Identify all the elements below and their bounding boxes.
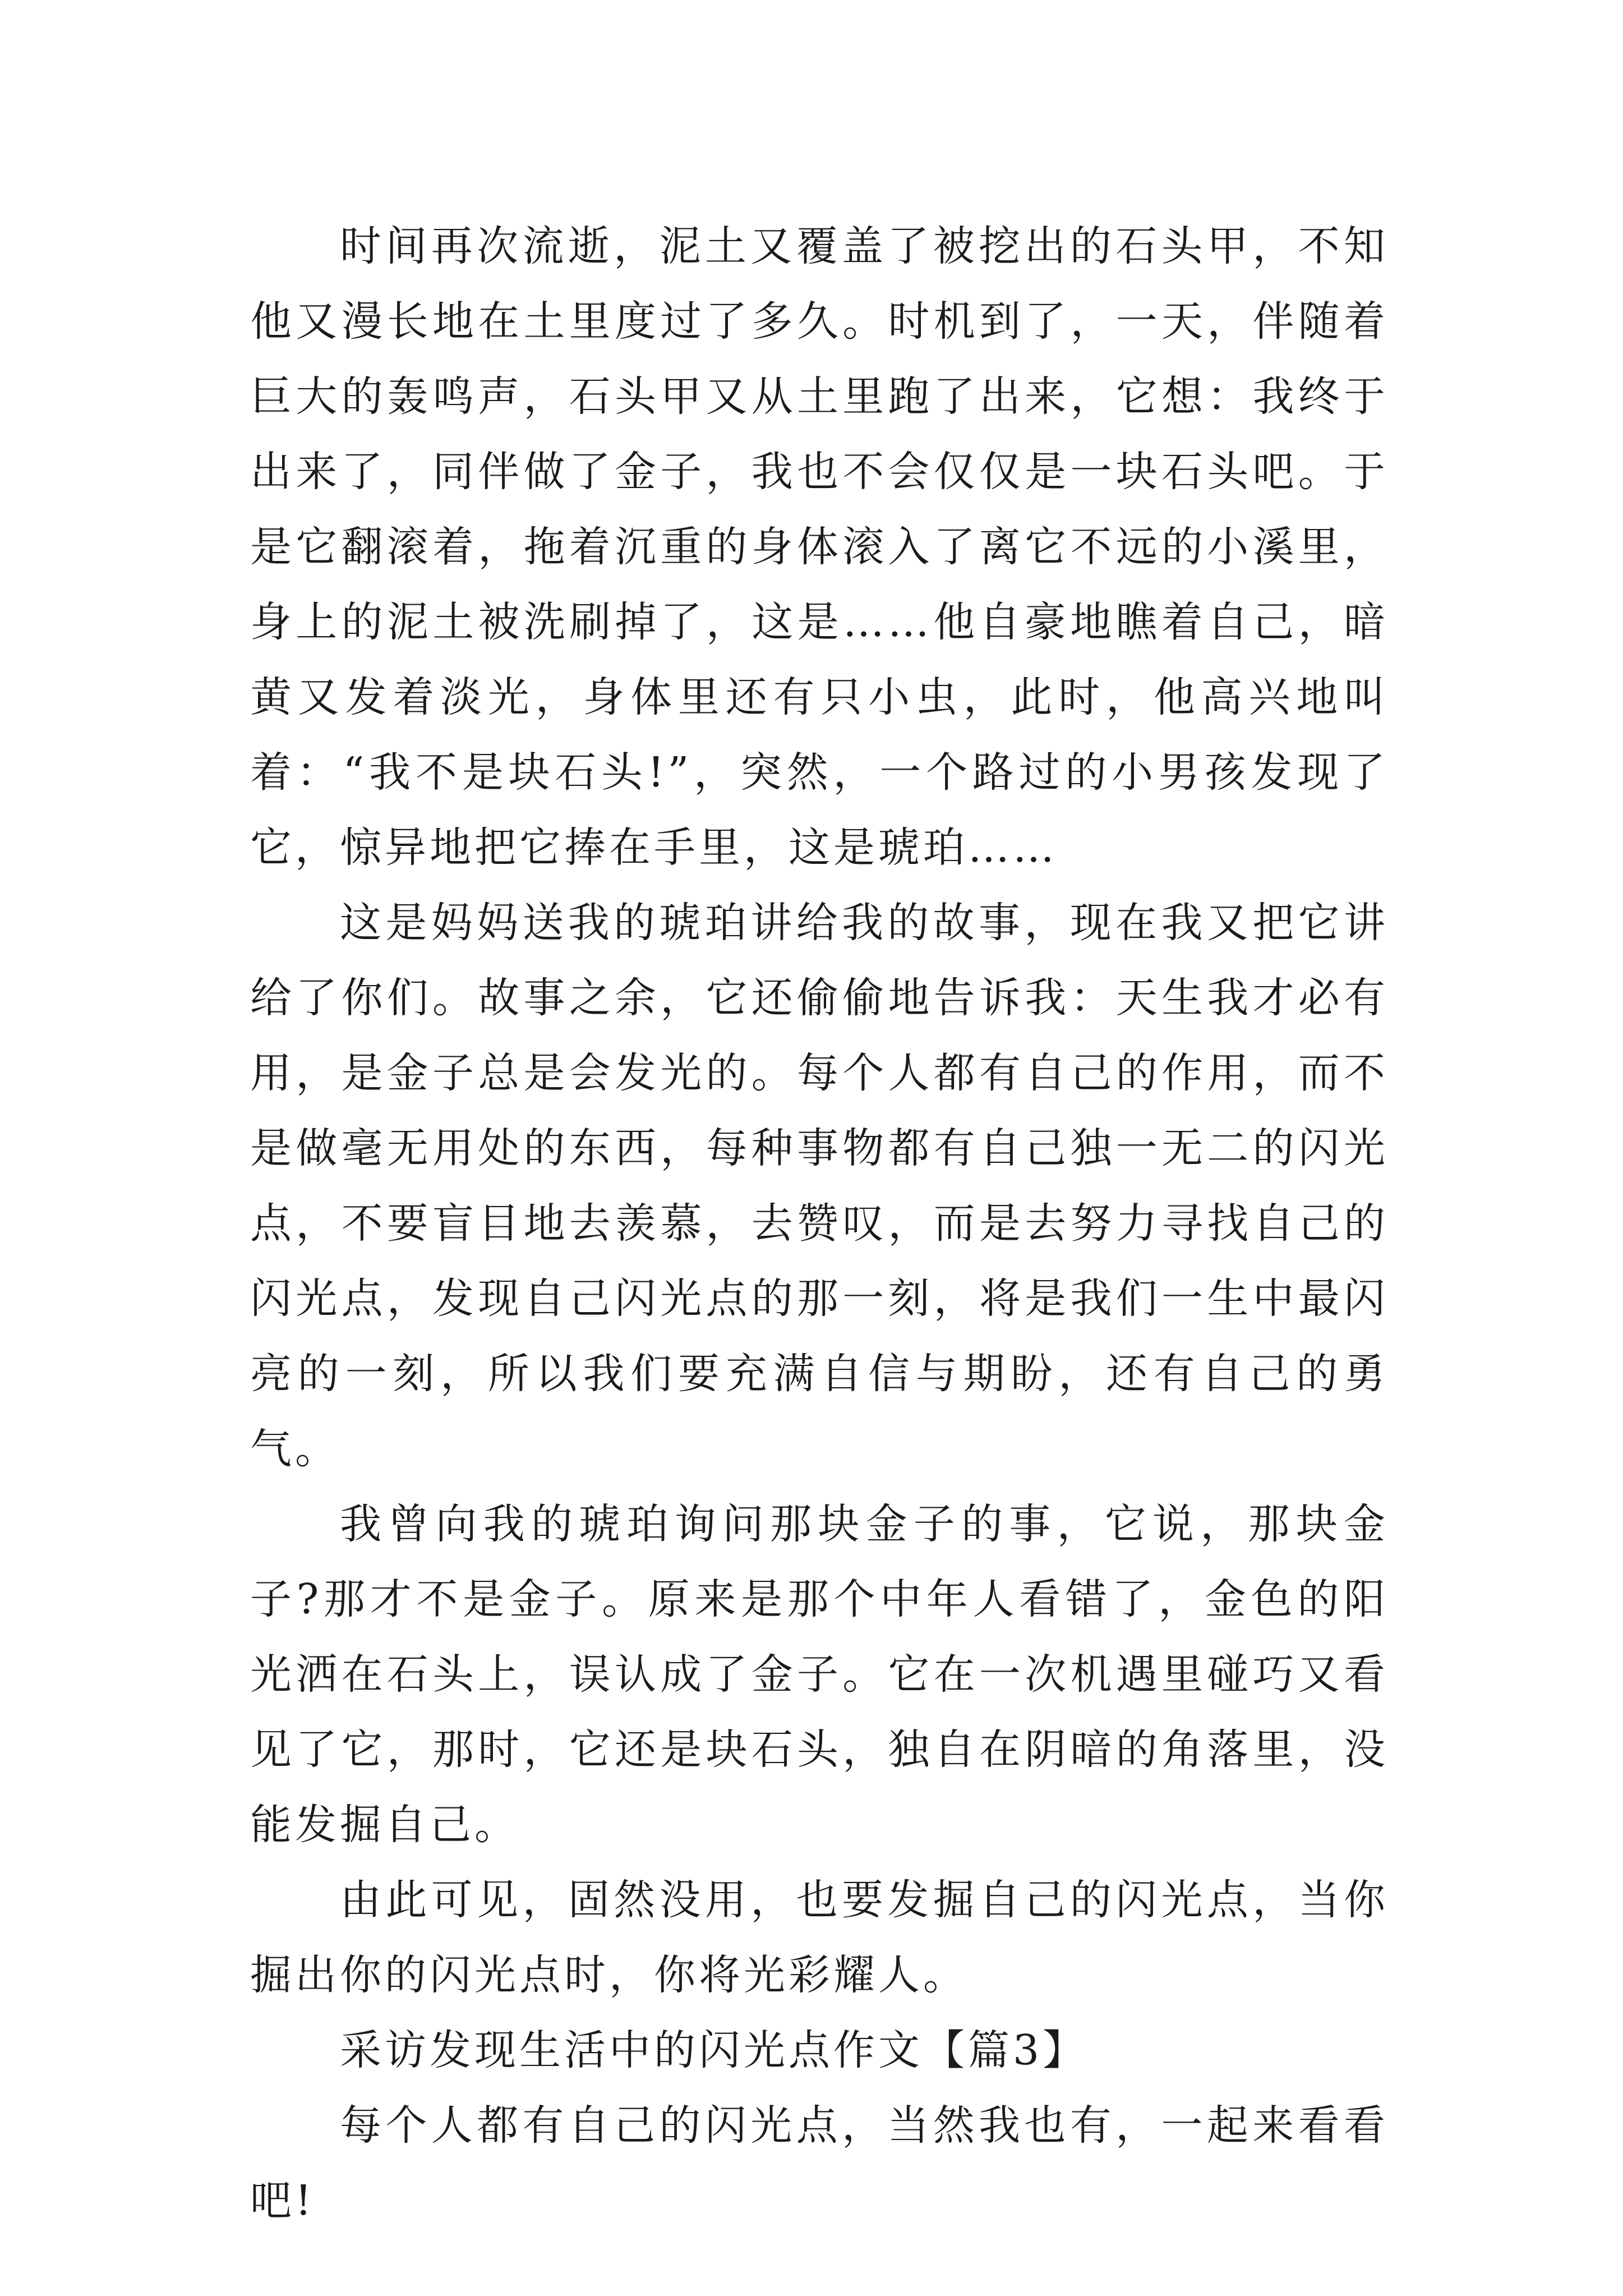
paragraph-story-continuation: 时间再次流逝，泥土又覆盖了被挖出的石头甲，不知他又漫长地在土里度过了多久。时机到了，一天，伴随着巨大的轰鸣声，石头甲又从土里跑了出来，它想：我终于出来了，同伴做了金子，我也不会仅仅是一块石头吧。于是它翻滚着，拖着沉重的身体滚入了离它不远的小溪里，身上的泥土被洗刷掉了，这是……他自豪地瞧着自己，暗黄又发着淡光，身体里还有只小虫，此时，他高兴地叫着：“我不是块石头!”，突然，一个路过的小男孩发现了它，惊异地把它捧在手里，这是琥珀…… (250, 222, 1389, 872)
paragraph-conclusion: 由此可见，固然没用，也要发掘自己的闪光点，当你掘出你的闪光点时，你将光彩耀人。 (250, 1876, 1389, 1999)
paragraph-intro: 每个人都有自己的闪光点，当然我也有，一起来看看吧! (250, 2101, 1389, 2225)
paragraph-amber-lesson: 这是妈妈送我的琥珀讲给我的故事，现在我又把它讲给了你们。故事之余，它还偷偷地告诉我：天生我才必有用，是金子总是会发光的。每个人都有自己的作用，而不是做毫无用处的东西，每种事物都有自己独一无二的闪光点，不要盲目地去羡慕，去赞叹，而是去努力寻找自己的闪光点，发现自己闪光点的那一刻，将是我们一生中最闪亮的一刻，所以我们要充满自信与期盼，还有自己的勇气。 (250, 899, 1389, 1473)
section-heading: 采访发现生活中的闪光点作文【篇3】 (340, 2026, 1088, 2074)
paragraph-gold-truth: 我曾向我的琥珀询问那块金子的事，它说，那块金子?那才不是金子。原来是那个中年人看错了，金色的阳光洒在石头上，误认成了金子。它在一次机遇里碰巧又看见了它，那时，它还是块石头，独自在阴暗的角落里，没能发掘自己。 (250, 1500, 1389, 1849)
document-body (250, 209, 1389, 2238)
